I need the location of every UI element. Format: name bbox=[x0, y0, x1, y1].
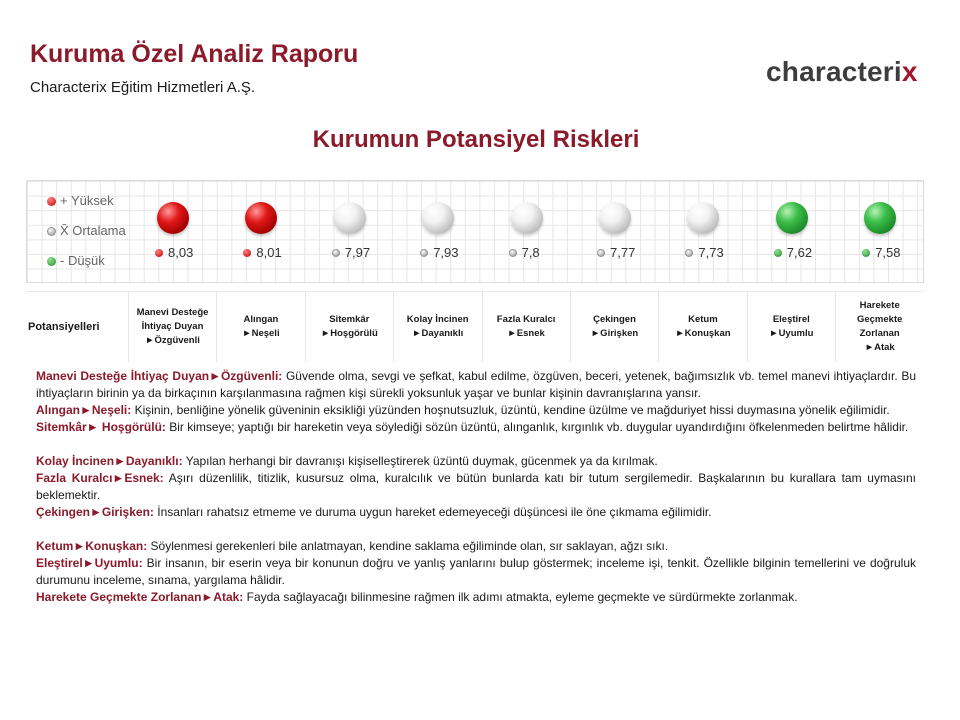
legend-high-label: + Yüksek bbox=[60, 193, 114, 208]
score-dot-7 bbox=[685, 249, 693, 257]
potential-label-line: ►Konuşkan bbox=[675, 328, 731, 339]
description-term: Çekingen►Girişken: bbox=[36, 505, 154, 519]
description-paragraph bbox=[36, 589, 916, 606]
description-text: Bir insanın, bir eserin veya bir konunun doğru ve yanlış yanlarını bulup göstermek; inceleme işi, tenkit. Özellikle bilginin temellerini ve doğruluk durumunu inceleme, sınama, yargılama hâlidir. bbox=[36, 556, 916, 587]
score-text-9: 7,58 bbox=[875, 245, 901, 260]
score-value-4 bbox=[420, 245, 458, 260]
potential-label-line: ►Uyumlu bbox=[769, 328, 814, 339]
row-header: Potansiyelleri bbox=[28, 321, 100, 333]
legend-average bbox=[47, 223, 126, 238]
report-title: Kuruma Özel Analiz Raporu bbox=[30, 40, 359, 68]
potential-label-line: Fazla Kuralcı bbox=[496, 314, 556, 325]
description-text: Kişinin, benliğine yönelik güveninin eksikliği yüzünden hoşnutsuzluk, üzüntü, kendine üzülme ve mağduriyet hissi duymasına yönelik eğilimidir. bbox=[131, 403, 890, 417]
potential-column-5 bbox=[482, 292, 570, 362]
score-value-6 bbox=[597, 245, 635, 260]
description-text: Yapılan herhangi bir davranışı kişiselleştirerek üzüntü duymak, gücenmek ya da kırılmak. bbox=[182, 454, 658, 468]
potential-label-line: Manevi Desteğe bbox=[136, 307, 209, 318]
score-text-8: 7,62 bbox=[786, 245, 813, 260]
legend-low-label: - Düşük bbox=[60, 253, 105, 268]
score-ball-7 bbox=[687, 202, 719, 234]
potential-label-line: ►Girişken bbox=[590, 328, 639, 339]
potential-column-9 bbox=[835, 292, 923, 362]
potential-label-line: Kolay İncinen bbox=[406, 314, 469, 325]
score-ball-6 bbox=[599, 202, 631, 234]
score-value-1 bbox=[155, 245, 193, 260]
score-dot-1 bbox=[155, 249, 163, 257]
potential-label-line: Eleştirel bbox=[772, 314, 810, 325]
potential-column-2 bbox=[216, 292, 304, 362]
potential-label-line: Ketum bbox=[688, 314, 718, 325]
potential-label-line: Alıngan bbox=[243, 314, 279, 325]
description-text: Söylenmesi gerekenleri bile anlatmayan, kendine saklama eğiliminde olan, sır saklayan, ağzı sıkı. bbox=[147, 539, 669, 553]
description-term: Fazla Kuralcı►Esnek: bbox=[36, 471, 164, 485]
risk-score-chart bbox=[26, 180, 924, 283]
score-dot-5 bbox=[509, 249, 517, 257]
potential-column-7 bbox=[658, 292, 746, 362]
potential-label-line: Geçmekte Zorlanan bbox=[856, 314, 903, 339]
potential-label-line: ►Atak bbox=[864, 342, 895, 353]
score-dot-2 bbox=[243, 249, 251, 257]
description-text: Güvende olma, sevgi ve şefkat, kabul edilme, özgüven, beceri, yetenek, bağımsızlık vb. temel manevi ihtiyaçlardır. Bu ihtiyaçların birinin ya da birkaçının karşılanmasına rağmen kişi sürekli yoksunluk yaşar ve bunlar kişinin davranışlarına yansır. bbox=[36, 369, 916, 400]
potential-label-line: Sitemkâr bbox=[329, 314, 370, 325]
description-paragraph bbox=[36, 504, 916, 521]
description-term: Ketum►Konuşkan: bbox=[36, 539, 148, 553]
description-text: Aşırı düzenlilik, titizlik, kusursuz olma, kuralcılık ve bütün bunlarda katı bir tutum sergilemedir. Başkalarının bu kurallara tam uymasını beklemektir. bbox=[36, 471, 916, 502]
potential-label-line: ►Neşeli bbox=[242, 328, 280, 339]
description-paragraph bbox=[36, 402, 916, 419]
score-ball-8 bbox=[776, 202, 808, 234]
score-ball-9 bbox=[864, 202, 896, 234]
score-ball-3 bbox=[334, 202, 366, 234]
potential-label-line: Harekete bbox=[859, 300, 900, 311]
description-text: Fayda sağlayacağı bilinmesine rağmen ilk adımı atmakta, eyleme geçmekte ve sürdürmekte zorlanmak. bbox=[243, 590, 798, 604]
score-text-4: 7,93 bbox=[433, 245, 459, 260]
potential-label-line: İhtiyaç Duyan bbox=[141, 321, 204, 332]
potential-column-4 bbox=[393, 292, 481, 362]
characterix-logo bbox=[766, 56, 918, 88]
legend-average-label: X̄ Ortalama bbox=[60, 223, 126, 238]
legend-high bbox=[47, 193, 114, 208]
potential-column-6 bbox=[570, 292, 658, 362]
score-value-7 bbox=[685, 245, 723, 260]
potential-label-line: ►Dayanıklı bbox=[412, 328, 464, 339]
potential-label-line: ►Özgüvenli bbox=[145, 335, 200, 346]
logo-text: characteri bbox=[766, 56, 902, 87]
description-text: Bir kimseye; yaptığı bir hareketin veya söylediği sözün üzüntü, alınganlık, kırgınlık vb. duygular uyandırdığını öfkelenmeden belirtme hâlidir. bbox=[165, 420, 909, 434]
logo-accent-x: x bbox=[901, 56, 918, 87]
score-dot-9 bbox=[862, 249, 870, 257]
score-dot-6 bbox=[597, 249, 605, 257]
score-ball-4 bbox=[422, 202, 454, 234]
score-dot-8 bbox=[774, 249, 782, 257]
description-paragraph bbox=[36, 453, 916, 470]
score-value-3 bbox=[332, 245, 370, 260]
description-paragraph bbox=[36, 538, 916, 555]
legend-low-dot bbox=[47, 257, 56, 266]
descriptions bbox=[36, 368, 916, 606]
description-paragraph bbox=[36, 419, 916, 436]
score-value-8 bbox=[774, 245, 812, 260]
description-term: Harekete Geçmekte Zorlanan►Atak: bbox=[36, 590, 244, 604]
potential-table bbox=[26, 291, 924, 362]
description-term: Eleştirel►Uyumlu: bbox=[36, 556, 143, 570]
section-title: Kurumun Potansiyel Riskleri bbox=[312, 126, 640, 153]
description-paragraph bbox=[36, 555, 916, 589]
score-value-5 bbox=[509, 245, 540, 260]
description-text: İnsanları rahatsız etmeme ve duruma uygun hareket edemeyeceği düşüncesi ile öne çıkmama eğilimidir. bbox=[153, 505, 712, 519]
score-text-3: 7,97 bbox=[344, 245, 371, 260]
score-text-6: 7,77 bbox=[610, 245, 636, 260]
potential-label-line: Çekingen bbox=[593, 314, 636, 325]
score-text-2: 8,01 bbox=[256, 245, 282, 260]
potential-column-8 bbox=[747, 292, 835, 362]
score-value-2 bbox=[243, 245, 281, 260]
legend-high-dot bbox=[47, 197, 56, 206]
score-ball-1 bbox=[157, 202, 189, 234]
legend-low bbox=[47, 253, 105, 268]
potential-label-line: ►Hoşgörülü bbox=[320, 328, 378, 339]
description-term: Manevi Desteğe İhtiyaç Duyan►Özgüvenli: bbox=[36, 369, 283, 383]
score-text-5: 7,8 bbox=[521, 245, 540, 260]
score-dot-3 bbox=[332, 249, 340, 257]
description-paragraph bbox=[36, 470, 916, 504]
potential-label-line: ►Esnek bbox=[507, 328, 545, 339]
score-value-9 bbox=[862, 245, 900, 260]
potential-column-1 bbox=[128, 292, 216, 362]
legend-average-dot bbox=[47, 227, 56, 236]
description-term: Kolay İncinen►Dayanıklı: bbox=[36, 454, 183, 468]
potential-column-3 bbox=[305, 292, 393, 362]
score-dot-4 bbox=[420, 249, 428, 257]
score-ball-2 bbox=[245, 202, 277, 234]
score-text-7: 7,73 bbox=[698, 245, 724, 260]
description-term: Alıngan►Neşeli: bbox=[36, 403, 132, 417]
company-name: Characterix Eğitim Hizmetleri A.Ş. bbox=[30, 79, 256, 96]
description-term: Sitemkâr► Hoşgörülü: bbox=[36, 420, 166, 434]
score-ball-5 bbox=[511, 202, 543, 234]
description-paragraph bbox=[36, 368, 916, 402]
score-text-1: 8,03 bbox=[168, 245, 194, 260]
